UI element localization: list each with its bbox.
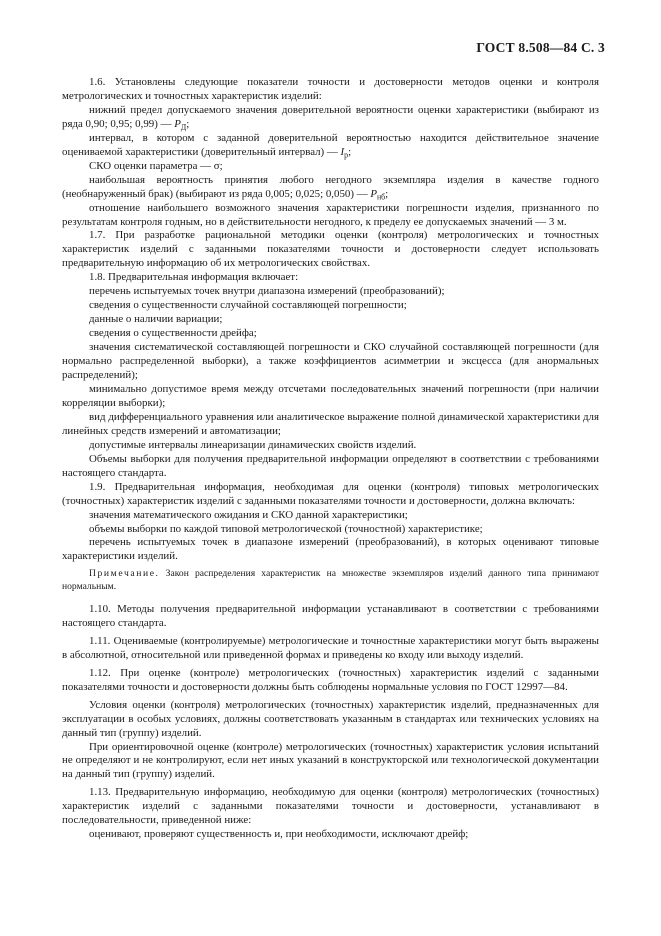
paragraph [62,453,599,481]
paragraph-text: СКО оценки параметра — σ; [89,159,223,172]
paragraph [62,341,599,383]
page-header: ГОСТ 8.508—84 С. 3 [476,40,605,55]
paragraph-text: перечень испытуемых точек в диапазоне измерений (преобразований), в которых оценивают типовые характеристики изделий. [62,536,599,563]
paragraph-text: 1.13. Предварительную информацию, необходимую для оценки (контроля) метрологических (точностных) характеристик изделий с заданными показателями точности и достоверности, устанавливают в последовательности, приведенной ниже: [62,786,599,827]
paragraph-text: наибольшая вероятность принятия любого негодного экземпляра изделия в качестве годного (необнаруженный брак) (выбирают из ряда 0,005; 0,025; 0,050) — [62,173,599,200]
math-symbol: I [340,145,345,158]
paragraph [62,229,599,271]
paragraph-text: значения систематической составляющей погрешности и СКО случайной составляющей погрешности (для нормально распределенной выборки), а также коэффициентов асимметрии и эксцесса (для анормальных распределений); [62,341,599,382]
paragraph [62,411,599,439]
paragraph [62,828,599,842]
paragraph-text: 1.12. При оценке (контроле) метрологических (точностных) характеристик изделий с заданными показателями точности и достоверности должны быть соблюдены нормальные условия по ГОСТ 12997—84. [62,666,599,693]
paragraph [62,523,599,537]
paragraph [62,786,599,828]
paragraph [62,104,599,132]
paragraph-text: сведения о существенности дрейфа; [89,327,257,340]
paragraph [62,635,599,663]
paragraph [62,160,599,174]
paragraph [62,202,599,230]
math-symbol: P [370,187,377,200]
document-body [62,76,599,842]
paragraph-text: 1.8. Предварительная информация включает: [89,271,299,284]
paragraph-tail: ; [385,187,389,200]
note-label: Примечание. [89,568,160,580]
paragraph-text: При ориентировочной оценке (контроле) метрологических (точностных) характеристик условия испытаний не определяют и не контролируют, если нет иных указаний в конструкторской или технологической документации на данный тип (группу) изделий. [62,740,599,781]
paragraph-text: 1.11. Оцениваемые (контролируемые) метрологические и точностные характеристики могут быть выражены в абсолютной, относительной или приведенной формах и приведены ко входу или выходу изделий. [62,634,599,661]
paragraph [62,299,599,313]
paragraph-tail: ; [186,117,190,130]
paragraph-text: оценивают, проверяют существенность и, при необходимости, исключают дрейф; [89,828,469,841]
paragraph-text: минимально допустимое время между отсчетами последовательных значений погрешности (при наличии корреляции выборки); [62,382,599,409]
paragraph [62,174,599,202]
section-continued [62,603,599,842]
paragraph-text: допустимые интервалы линеаризации динамических свойств изделий. [89,438,417,451]
paragraph-text: 1.6. Установлены следующие показатели точности и достоверности методов оценки и контроля метрологических и точностных характеристик изделий: [62,76,599,102]
paragraph [62,132,599,160]
math-subscript: р [344,150,349,160]
paragraph [62,481,599,509]
paragraph [62,741,599,783]
paragraph-text: перечень испытуемых точек внутри диапазона измерений (преобразований); [89,285,445,298]
paragraph [62,271,599,285]
paragraph [62,509,599,523]
paragraph-text: 1.9. Предварительная информация, необходимая для оценки (контроля) типовых метрологических (точностных) характеристик изделий с заданными показателями точности и достоверности, должна включать: [62,480,599,507]
math-subscript: Д [180,122,187,132]
paragraph [62,76,599,104]
section-main [62,76,599,564]
paragraph [62,439,599,453]
paragraph-text: интервал, в котором с заданной доверительной вероятностью находится действительное значение оцениваемой характеристики (доверительный интервал) — [62,131,599,158]
paragraph-text: 1.10. Методы получения предварительной информации устанавливают в соответствии с требованиями настоящего стандарта. [62,602,599,629]
paragraph [62,667,599,695]
paragraph [62,383,599,411]
math-subscript: нб [376,191,386,201]
paragraph-text: данные о наличии вариации; [89,313,223,326]
paragraph [62,313,599,327]
note-paragraph [62,568,599,594]
paragraph [62,536,599,564]
paragraph [62,285,599,299]
paragraph-text: Условия оценки (контроля) метрологических (точностных) характеристик изделий, предназначенных для эксплуатации в особых условиях, должны соответствовать указанным в стандартах или технических условиях на данный тип (группу) изделий. [62,698,599,739]
paragraph-text: вид дифференциального уравнения или аналитическое выражение полной динамической характеристики для линейных средств измерений и автоматизации; [62,410,599,437]
paragraph [62,699,599,741]
paragraph-text: объемы выборки по каждой типовой метрологической (точностной) характеристике; [89,522,483,535]
paragraph-text: нижний предел допускаемого значения доверительной вероятности оценки характеристики (выбирают из ряда 0,90; 0,95; 0,99) — [62,103,599,130]
paragraph [62,327,599,341]
paragraph-tail: ; [348,145,352,158]
paragraph [62,603,599,631]
note-text: Закон распределения характеристик на множестве экземпляров изделий данного типа принимают нормальным. [62,568,599,593]
paragraph-text: 1.7. При разработке рациональной методики оценки (контроля) метрологических и точностных характеристик изделий с заданными показателями точности и достоверности следует использовать предварительную информацию об их метрологических свойствах. [62,229,599,270]
paragraph-text: сведения о существенности случайной составляющей погрешности; [89,299,407,312]
paragraph-text: отношение наибольшего возможного значения характеристики погрешности изделия, признанного по результатам контроля годным, но в действительности негодного, к пределу ее допускаемых значений — 3 м. [62,201,599,228]
paragraph-text: значения математического ожидания и СКО данной характеристики; [89,508,408,521]
paragraph-text: Объемы выборки для получения предварительной информации определяют в соответствии с требованиями настоящего стандарта. [62,452,599,479]
math-symbol: P [174,117,181,130]
